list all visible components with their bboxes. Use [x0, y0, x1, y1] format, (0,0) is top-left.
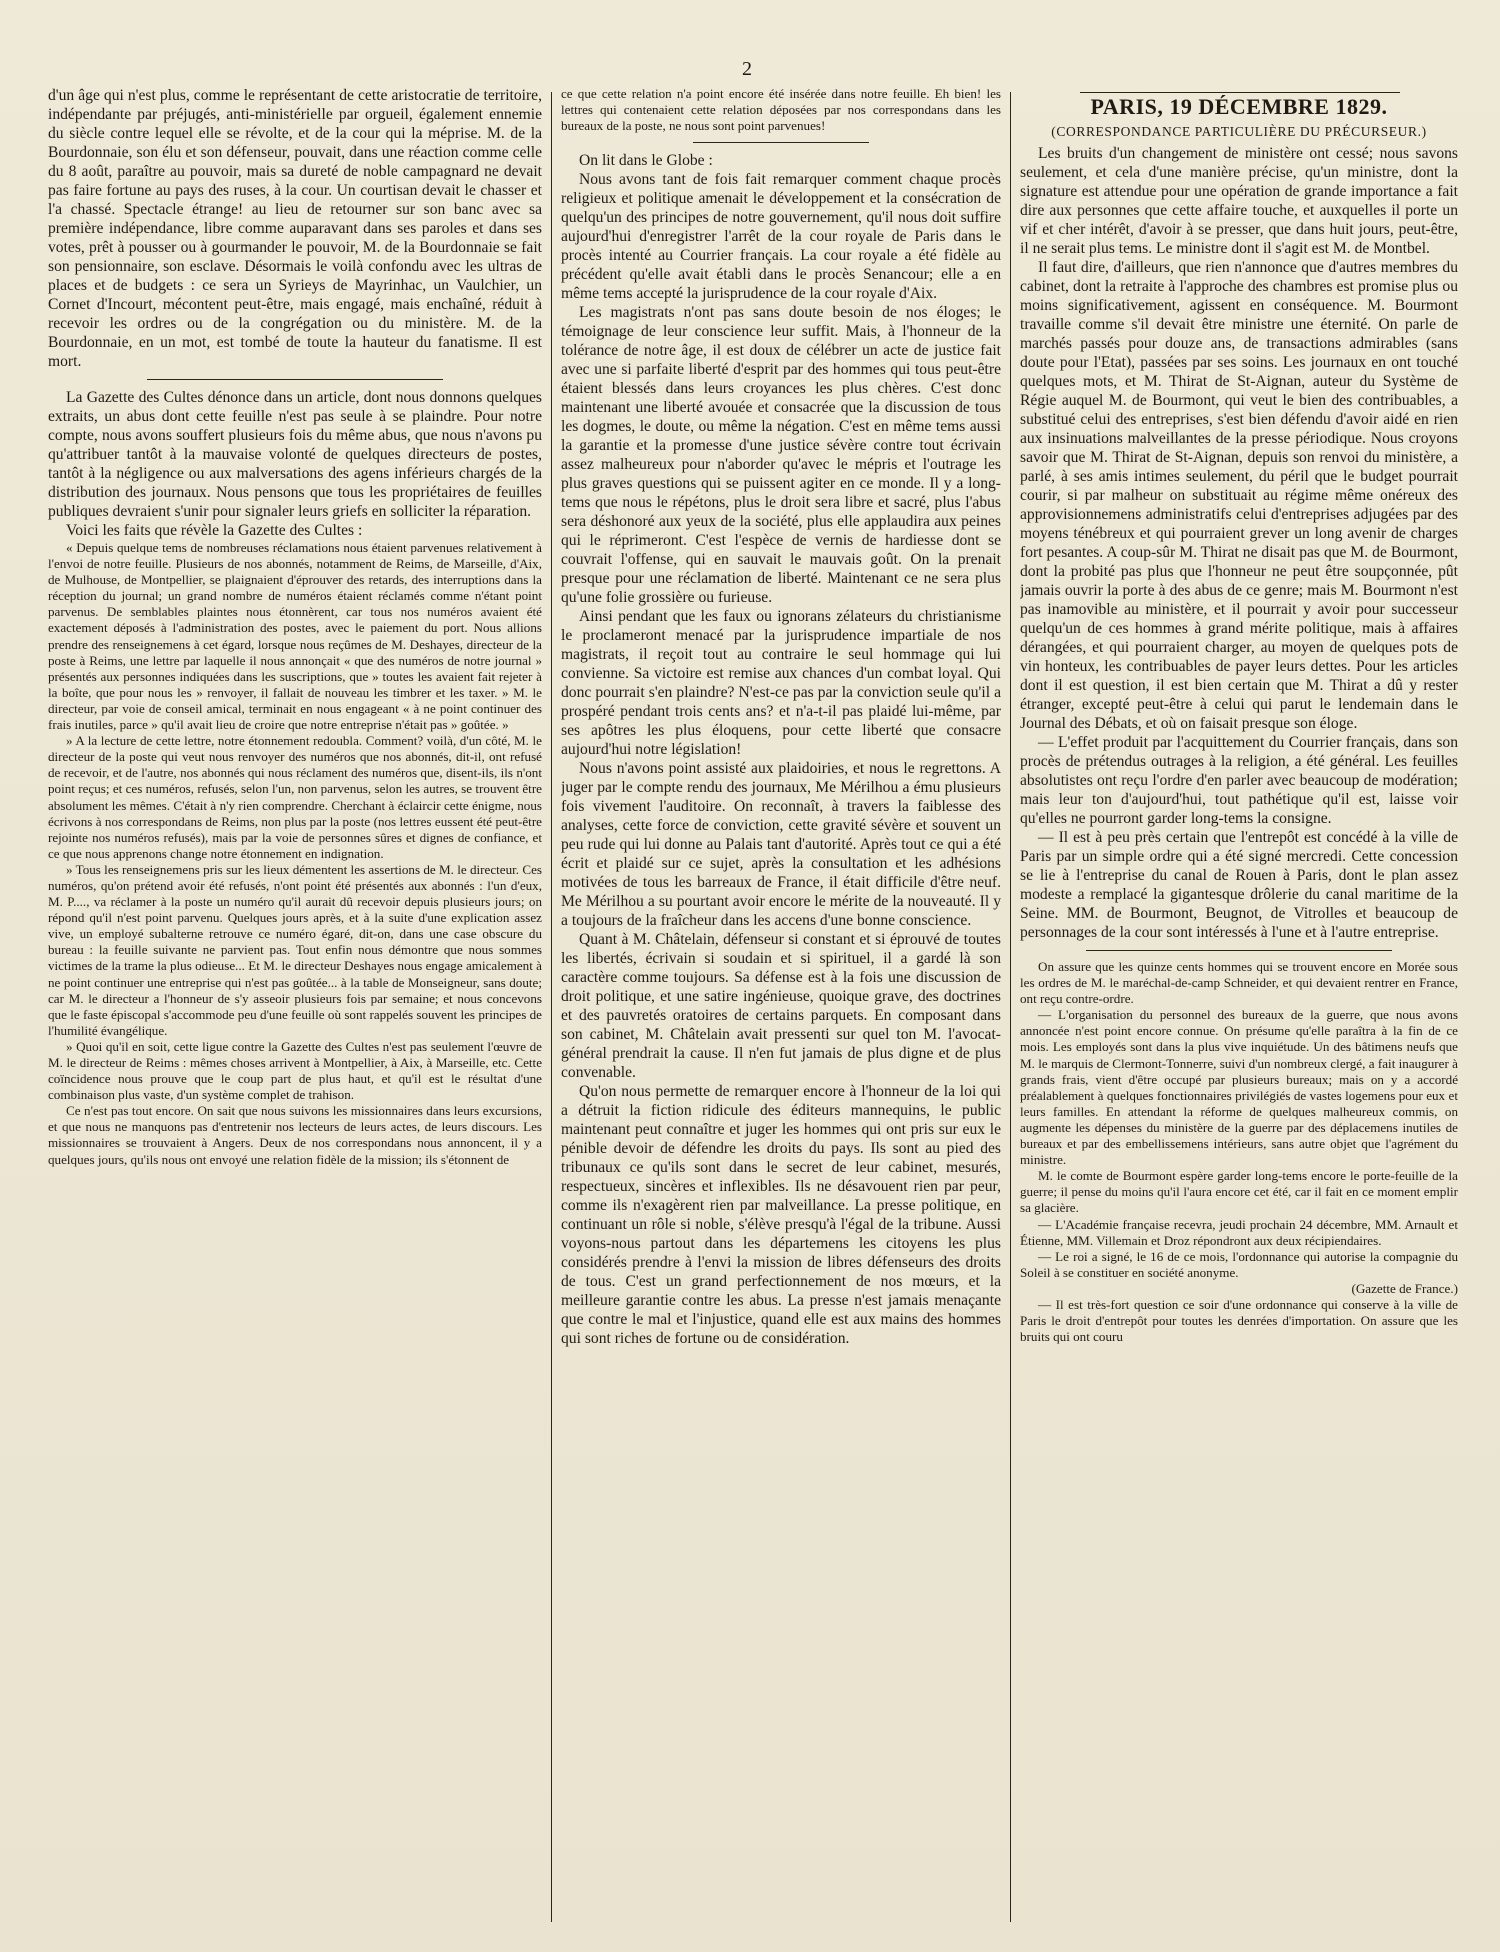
quote-paragraph: » Tous les renseignemens pris sur les lieux démentent les assertions de M. le directeur. Ces numéros, qu'on prétend avoir été refusés, n'ont point été présentés aux abonnés : l'un d'eux, M. P...., va réclamer à la poste un numéro qu'il aurait dû recevoir depuis plusieurs jours; on répond qu'il n'est point parvenu. Quelques jours après, et à la suite d'une explication assez vive, un employé subalterne retrouve ce numéro égaré, dit-on, dans une case obscure du bureau : la feuille suivante ne parvient pas. Tout enfin nous démontre que nous sommes victimes de la trame la plus odieuse... Et M. le directeur Deshayes nous engage amicalement à ne point continuer une entreprise qui n'est pas goûtée... à la table de Monseigneur, sans doute; car M. le directeur a l'honneur de s'y asseoir plusieurs fois par semaine; et nous concevons que le faste épiscopal s'accommode peu d'une feuille où sont rappelés souvent les principes de l'humilité évangélique.	[48, 861, 542, 1038]
news-item: — L'organisation du personnel des bureaux de la guerre, que nous avons annoncée n'est point encore connue. On présume qu'elle paraîtra à la fin de ce mois. Les employés sont dans la plus vive inquiétude. Un des bâtimens neufs que M. le marquis de Clermont-Tonnerre, suivi d'un nombreux clergé, a fait inaugurer à grands frais, vient d'être occupé par plusieurs bureaux; mais on y a accordé préalablement à quelques fonctionnaires privilégiés de vastes logemens pour eux et leurs familles. En attendant la réforme de quelques malheureux commis, on augmente les dépenses du ministère de la guerre par des déplacemens inutiles de bureaux et par des embellissemens intérieurs, sans autre objet que l'agrément du ministre.	[1020, 1007, 1458, 1168]
separator	[147, 379, 443, 380]
quote-paragraph: « Depuis quelque tems de nombreuses réclamations nous étaient parvenues relativement à l'envoi de notre feuille. Plusieurs de nos abonnés, notamment de Reims, de Marseille, d'Aix, de Mulhouse, de Montpellier, se plaignaient d'éprouver des retards, des interruptions dans la réception du journal; un grand nombre de numéros étaient réclamés comme n'étant point parvenus. De semblables plaintes nous étonnèrent, car tous nos numéros avaient été exactement déposés à l'administration des postes, avec le paiement du port. Nous allions prendre des renseignemens à cet égard, lorsque nous reçûmes de M. Deshayes, directeur de la poste à Reims, une lettre par laquelle il nous annonçait « que des numéros de notre journal » présentés aux personnes indiquées dans les suscriptions, que » toutes les avaient fait rejeter à la boîte, que pour nous les » renvoyer, il fallait de nouveau les timbrer et les taxer. » M. le directeur, par voie de conseil amical, terminait en nous engageant « à ne point continuer des frais inutiles, parce » qu'il avait lieu de croire que notre entreprise n'était pas » goûtée. »	[48, 540, 542, 733]
quote-paragraph: Ce n'est pas tout encore. On sait que nous suivons les missionnaires dans leurs excursions, et que nous ne manquons pas d'entretenir nos lecteurs de leurs actes, de leurs discours. Les missionnaires se trouvaient à Angers. Deux de nos correspondans nous annoncent, il y a quelques jours, qu'ils nous ont envoyé une relation fidèle de la mission; ils s'étonnent de	[48, 1103, 542, 1167]
column-1	[48, 86, 542, 1928]
news-item: — Il est très-fort question ce soir d'une ordonnance qui conserve à la ville de Paris le droit d'entrepôt pour toutes les denrées d'importation. On assure que les bruits qui ont couru	[1020, 1296, 1458, 1345]
separator	[1086, 950, 1393, 951]
column-3	[1020, 86, 1458, 1928]
quote-paragraph: » Quoi qu'il en soit, cette ligue contre la Gazette des Cultes n'est pas seulement l'œuvre de M. le directeur de Reims : mêmes choses arrivent à Montpellier, à Aix, à Marseille, etc. Cette coïncidence nous prouve que le coup part de plus haut, et qu'il est le résultat d'une combinaison plus vaste, d'un système complet de trahison.	[48, 1038, 542, 1103]
article-paragraph: Ainsi pendant que les faux ou ignorans zélateurs du christianisme le proclameront menacé par la jurisprudence impartiale de nos magistrats, il reçoit tout au contraire le seul hommage qui lui convienne. Sa victoire est remise aux chances d'un combat loyal. Qui donc pourrait s'en plaindre? N'est-ce pas par la conviction seule qu'il a prospéré pendant trois cents ans? et n'a-t-il pas plaidé lui-même, par ses apôtres les plus éloquens, pour cette liberté que consacre aujourd'hui notre législation!	[561, 608, 1001, 759]
article-gazette-intro: La Gazette des Cultes dénonce dans un article, dont nous donnons quelques extraits, un abus dont cette feuille n'est pas seule à se plaindre. Pour notre compte, nous avons souffert plusieurs fois du même abus, que nous n'avons pu qu'attribuer tantôt à la mauvaise volonté de quelques directeurs de postes, tantôt à la négligence ou aux malversations des agens inférieurs chargés de la distribution des journaux. Nous pensons que tous les propriétaires de feuilles publiques devraient s'unir pour signaler leurs griefs en solliciter la réparation.	[48, 389, 542, 520]
column-2	[561, 86, 1001, 1928]
column-rule-left	[551, 92, 552, 1922]
article-paragraph: — Il est à peu près certain que l'entrepôt est concédé à la ville de Paris par un simple ordre qui a été signé mercredi. Cette concession se lie à l'entreprise du canal de Rouen à Paris, dont le plan assez modeste a remplacé la gigantesque drôlerie du canal maritime de la Seine. MM. de Bourmont, Beugnot, de Vitrolles et beaucoup de personnages de la cour sont intéressés à l'une et à l'autre entreprise.	[1020, 829, 1458, 941]
correspondence-subheading: (CORRESPONDANCE PARTICULIÈRE DU PRÉCURSEUR.)	[1051, 124, 1427, 139]
quote-paragraph: » A la lecture de cette lettre, notre étonnement redoubla. Comment? voilà, d'un côté, M. le directeur de la poste qui veut nous renvoyer des numéros que nos abonnés, dit-il, ont refusé de recevoir, et de l'autre, nos abonnés qui nous réclament des numéros que, disent-ils, ils n'ont point reçus; et ces numéros, refusés, selon l'un, non parvenus, selon les autres, se trouvent être absolument les mêmes. C'était à n'y rien comprendre. Cherchant à éclaircir cette énigme, nous écrivons à nos correspondans de Reims, non plus par la poste (nos lettres eussent été peut-être rejointe nos numéros refusés), mais par la voie de personnes sûres et dignes de confiance, et ce que nous apprenons change notre étonnement en indignation.	[48, 733, 542, 861]
article-paragraph: Les magistrats n'ont pas sans doute besoin de nos éloges; le témoignage de leur conscience leur suffit. Mais, à l'honneur de la tolérance de notre âge, il est doux de célébrer un acte de justice fait avec une si parfaite liberté d'esprit par des hommes qui tous peut-être étaient blessés dans leurs croyances les plus chères. C'est donc maintenant une liberté avouée et consacrée que la discussion de tous les dogmes, le doute, ou même la négation. C'est en même tems aussi la garantie et la promesse d'une justice sévère contre tout écrivain assez malheureux pour n'aborder qu'avec le mépris et l'outrage les plus graves questions qui se puissent agiter en ce monde. Il y a long-tems que nous le répétons, plus le droit sera libre et sacré, plus l'abus sera déshonoré aux yeux de la société, plus elle applaudira aux peines qui le réprimeront. C'est l'espèce de vernis de hardiesse dont se couvrait l'offense, qui en sauvait le mauvais goût. On la prenait presque pour une réclamation de liberté. Maintenant ce ne sera plus qu'une folie grossière ou furieuse.	[561, 304, 1001, 607]
article-paragraph: — L'effet produit par l'acquittement du Courrier français, dans son procès de prétendus outrages à la religion, a été général. Les feuilles absolutistes ont reçu l'ordre d'en parler avec beaucoup de modération; mais leur ton d'aujourd'hui, tout pathétique qu'il est, laisse voir qu'elles ne pourront garder long-tems la consigne.	[1020, 734, 1458, 827]
article-paragraph: Nous avons tant de fois fait remarquer comment chaque procès religieux et politique amenait le développement et la consécration de quelqu'un des principes de notre gouvernement, qu'il nous doit suffire aujourd'hui d'enregistrer l'arrêt de la cour royale de Paris dans le procès intenté au Courrier français. La cour royale a été fidèle au précédent qu'elle avait établi dans le procès Senancour; elle a en même tems accepté la jurisprudence de la cour royale d'Aix.	[561, 171, 1001, 303]
article-paragraph: Les bruits d'un changement de ministère ont cessé; nous savons seulement, et cela d'une manière précise, qu'un ministre, dont la signature est attendue pour une opération de grande importance a fait dire aux personnes que cette affaire touche, et auxquelles il porte un vif et cher intérêt, d'avoir à se presser, que dans huit jours, peut-être, il ne serait plus tems. Le ministre dont il s'agit est M. de Montbel.	[1020, 145, 1458, 257]
separator	[693, 142, 869, 143]
article-globe-lead: On lit dans le Globe :	[579, 152, 713, 170]
dateline-heading: PARIS, 19 DÉCEMBRE 1829.	[1090, 94, 1388, 119]
article-paragraph: Il faut dire, d'ailleurs, que rien n'annonce que d'autres membres du cabinet, dont la retraite à l'approche des chambres est promise plus ou moins significativement, agissent en conséquence. M. Bourmont travaille comme s'il devait être ministre une éternité. On parle de marchés passés pour douze ans, de transactions admirables (sans doute pour l'Etat), passées par ses soins. Les journaux en ont touché quelques mots, et M. Thirat de St-Aignan, auteur du Système de Régie auquel M. de Bourmont, qui veut le bien des contribuables, a substitué celui des entreprises, s'est bien défendu d'avoir aidé en rien aux insinuations malveillantes de la presse périodique. Nous croyons savoir que M. Thirat de St-Aignan, depuis son renvoi du ministère, a parlé, à ses amis intimes seulement, du péril que le budget pourrait courir, si par malheur on substituait au régime même onéreux des approvisionnemens administratifs celui d'entreprises adjugées par des moyens ténébreux et qui pourraient grever un long avenir de charges fort pesantes. A coup-sûr M. Thirat ne disait pas que M. de Bourmont, dont la probité pas plus que l'honneur ne peut être soupçonnée, pût jamais ouvrir la porte à des abus de ce genre; mais M. Bourmont n'est pas inamovible au ministère, et il pourrait y avoir pour successeur quelqu'un de ces hommes à grand mérite politique, mais à affaires dérangées, et qui pourraient charger, au moyen de quelques pots de vin honteux, les contribuables de payer leurs dettes. Pour les articles dont il est question, il est bien certain que M. Thirat a dû y rester étranger, excepté peut-être à celui qui parut le lendemain dans le Journal des Débats, et où on faisait presque son éloge.	[1020, 259, 1458, 732]
news-source: (Gazette de France.)	[1351, 1280, 1458, 1296]
page-number: 2	[742, 58, 752, 80]
news-item: — L'Académie française recevra, jeudi prochain 24 décembre, MM. Arnault et Étienne, MM. Villemain et Droz répondront aux deux récipiendaires.	[1020, 1216, 1458, 1248]
news-item: M. le comte de Bourmont espère garder long-tems encore le porte-feuille de la guerre; il pense du moins qu'il l'aura encore cet été, car il fait en ce moment emplir sa glacière.	[1020, 1168, 1458, 1216]
news-item: — Le roi a signé, le 16 de ce mois, l'ordonnance qui autorise la compagnie du Soleil à se constituer en société anonyme.	[1020, 1248, 1458, 1280]
news-item: On assure que les quinze cents hommes qui se trouvent encore en Morée sous les ordres de M. le maréchal-de-camp Schneider, et qui devaient rentrer en France, ont reçu contre-ordre.	[1020, 959, 1458, 1007]
article-paragraph: Qu'on nous permette de remarquer encore à l'honneur de la loi qui a détruit la fiction ridicule des éditeurs mannequins, le public maintenant peut connaître et juger les hommes qui ont pris sur eux le pénible devoir de défendre les droits du pays. Ils sont au pied des tribunaux ce qu'ils sont dans le secret de leur cabinet, mesurés, respectueux, sincères et inflexibles. Ils ne désavouent rien par peur, comme ils n'exagèrent rien par malveillance. La presse politique, en continuant un rôle si noble, s'élève presqu'à l'égal de la tribune. Aussi voyons-nous partout dans les départemens les citoyens les plus considérés prendre à l'envi la mission de libres défenseurs des droits de tous. C'est un grand perfectionnement de nos mœurs, et la meilleure garantie contre les abus. La presse n'est jamais menaçante que contre le mal et l'injustice, quand elle est aux mains des hommes qui sont riches de fortune ou de considération.	[561, 1083, 1001, 1348]
column-rule-right	[1010, 92, 1011, 1922]
article-gazette-lead: Voici les faits que révèle la Gazette des Cultes :	[66, 522, 363, 539]
article-bourdonnaie-end: d'un âge qui n'est plus, comme le représentant de cette aristocratie de territoire, indépendante par préjugés, anti-ministérielle par orgueil, également ennemie du siècle contre lequel elle se révolte, et de la cour qui la méprise. M. de la Bourdonnaie, son élu et son défenseur, pouvait, dans une réaction comme celle du 8 août, paraître au pouvoir, mais sa dureté de noble campagnard ne devait pas faire fortune au pays des ruses, à la cour. Un courtisan devait le chasser et l'a chassé. Spectacle étrange! au lieu de retourner sur son banc avec sa première indépendance, libre comme auparavant dans ses paroles et dans ses votes, prêt à pousser ou à gourmander le pouvoir, M. de la Bourdonnaie se fait son pensionnaire, son esclave. Désormais le voilà confondu avec les ultras de places et de budgets : ce sera un Syrieys de Mayrinhac, un Vaulchier, un Cornet d'Incourt, mécontent peut-être, mais engagé, mais enchaîné, réduit à recevoir les ordres ou de la congrégation ou du ministère. M. de la Bourdonnaie, en un mot, est tombé de toute la hauteur du fanatisme. Il est mort.	[48, 87, 542, 370]
article-paragraph: Quant à M. Châtelain, défenseur si constant et si éprouvé de toutes les libertés, écrivain si soudain et si spirituel, il a gardé là son caractère comme toujours. Sa défense est à la fois une discussion de droit politique, et une satire ingénieuse, quoique grave, des doctrines et des pauvretés oratoires de certains parquets. En composant dans son cabinet, M. Châtelain avait pressenti sur quel ton M. l'avocat-général prendrait la cause. Il n'en fut jamais de plus digne et de plus convenable.	[561, 931, 1001, 1082]
article-paragraph: Nous n'avons point assisté aux plaidoiries, et nous le regrettons. A juger par le compte rendu des journaux, Me Mérilhou a ému plusieurs fois vivement l'auditoire. On reconnaît, à travers la faiblesse des analyses, cette force de conviction, cette gravité sévère et souvent un peu rude qui lui donne au Palais tant d'autorité. Après tout ce qui a été écrit et plaidé sur ce sujet, après la consultation et les adhésions motivées de tous les barreaux de France, il était difficile d'être neuf. Me Mérilhou a su pourtant avoir encore le mérite de la nouveauté. Il y a toujours de la fraîcheur dans les accens d'une bonne conscience.	[561, 760, 1001, 930]
quote-paragraph: ce que cette relation n'a point encore été insérée dans notre feuille. Eh bien! les lettres qui contenaient cette relation déposées par nos correspondans dans les bureaux de la poste, ne nous sont point parvenues!	[561, 86, 1001, 134]
